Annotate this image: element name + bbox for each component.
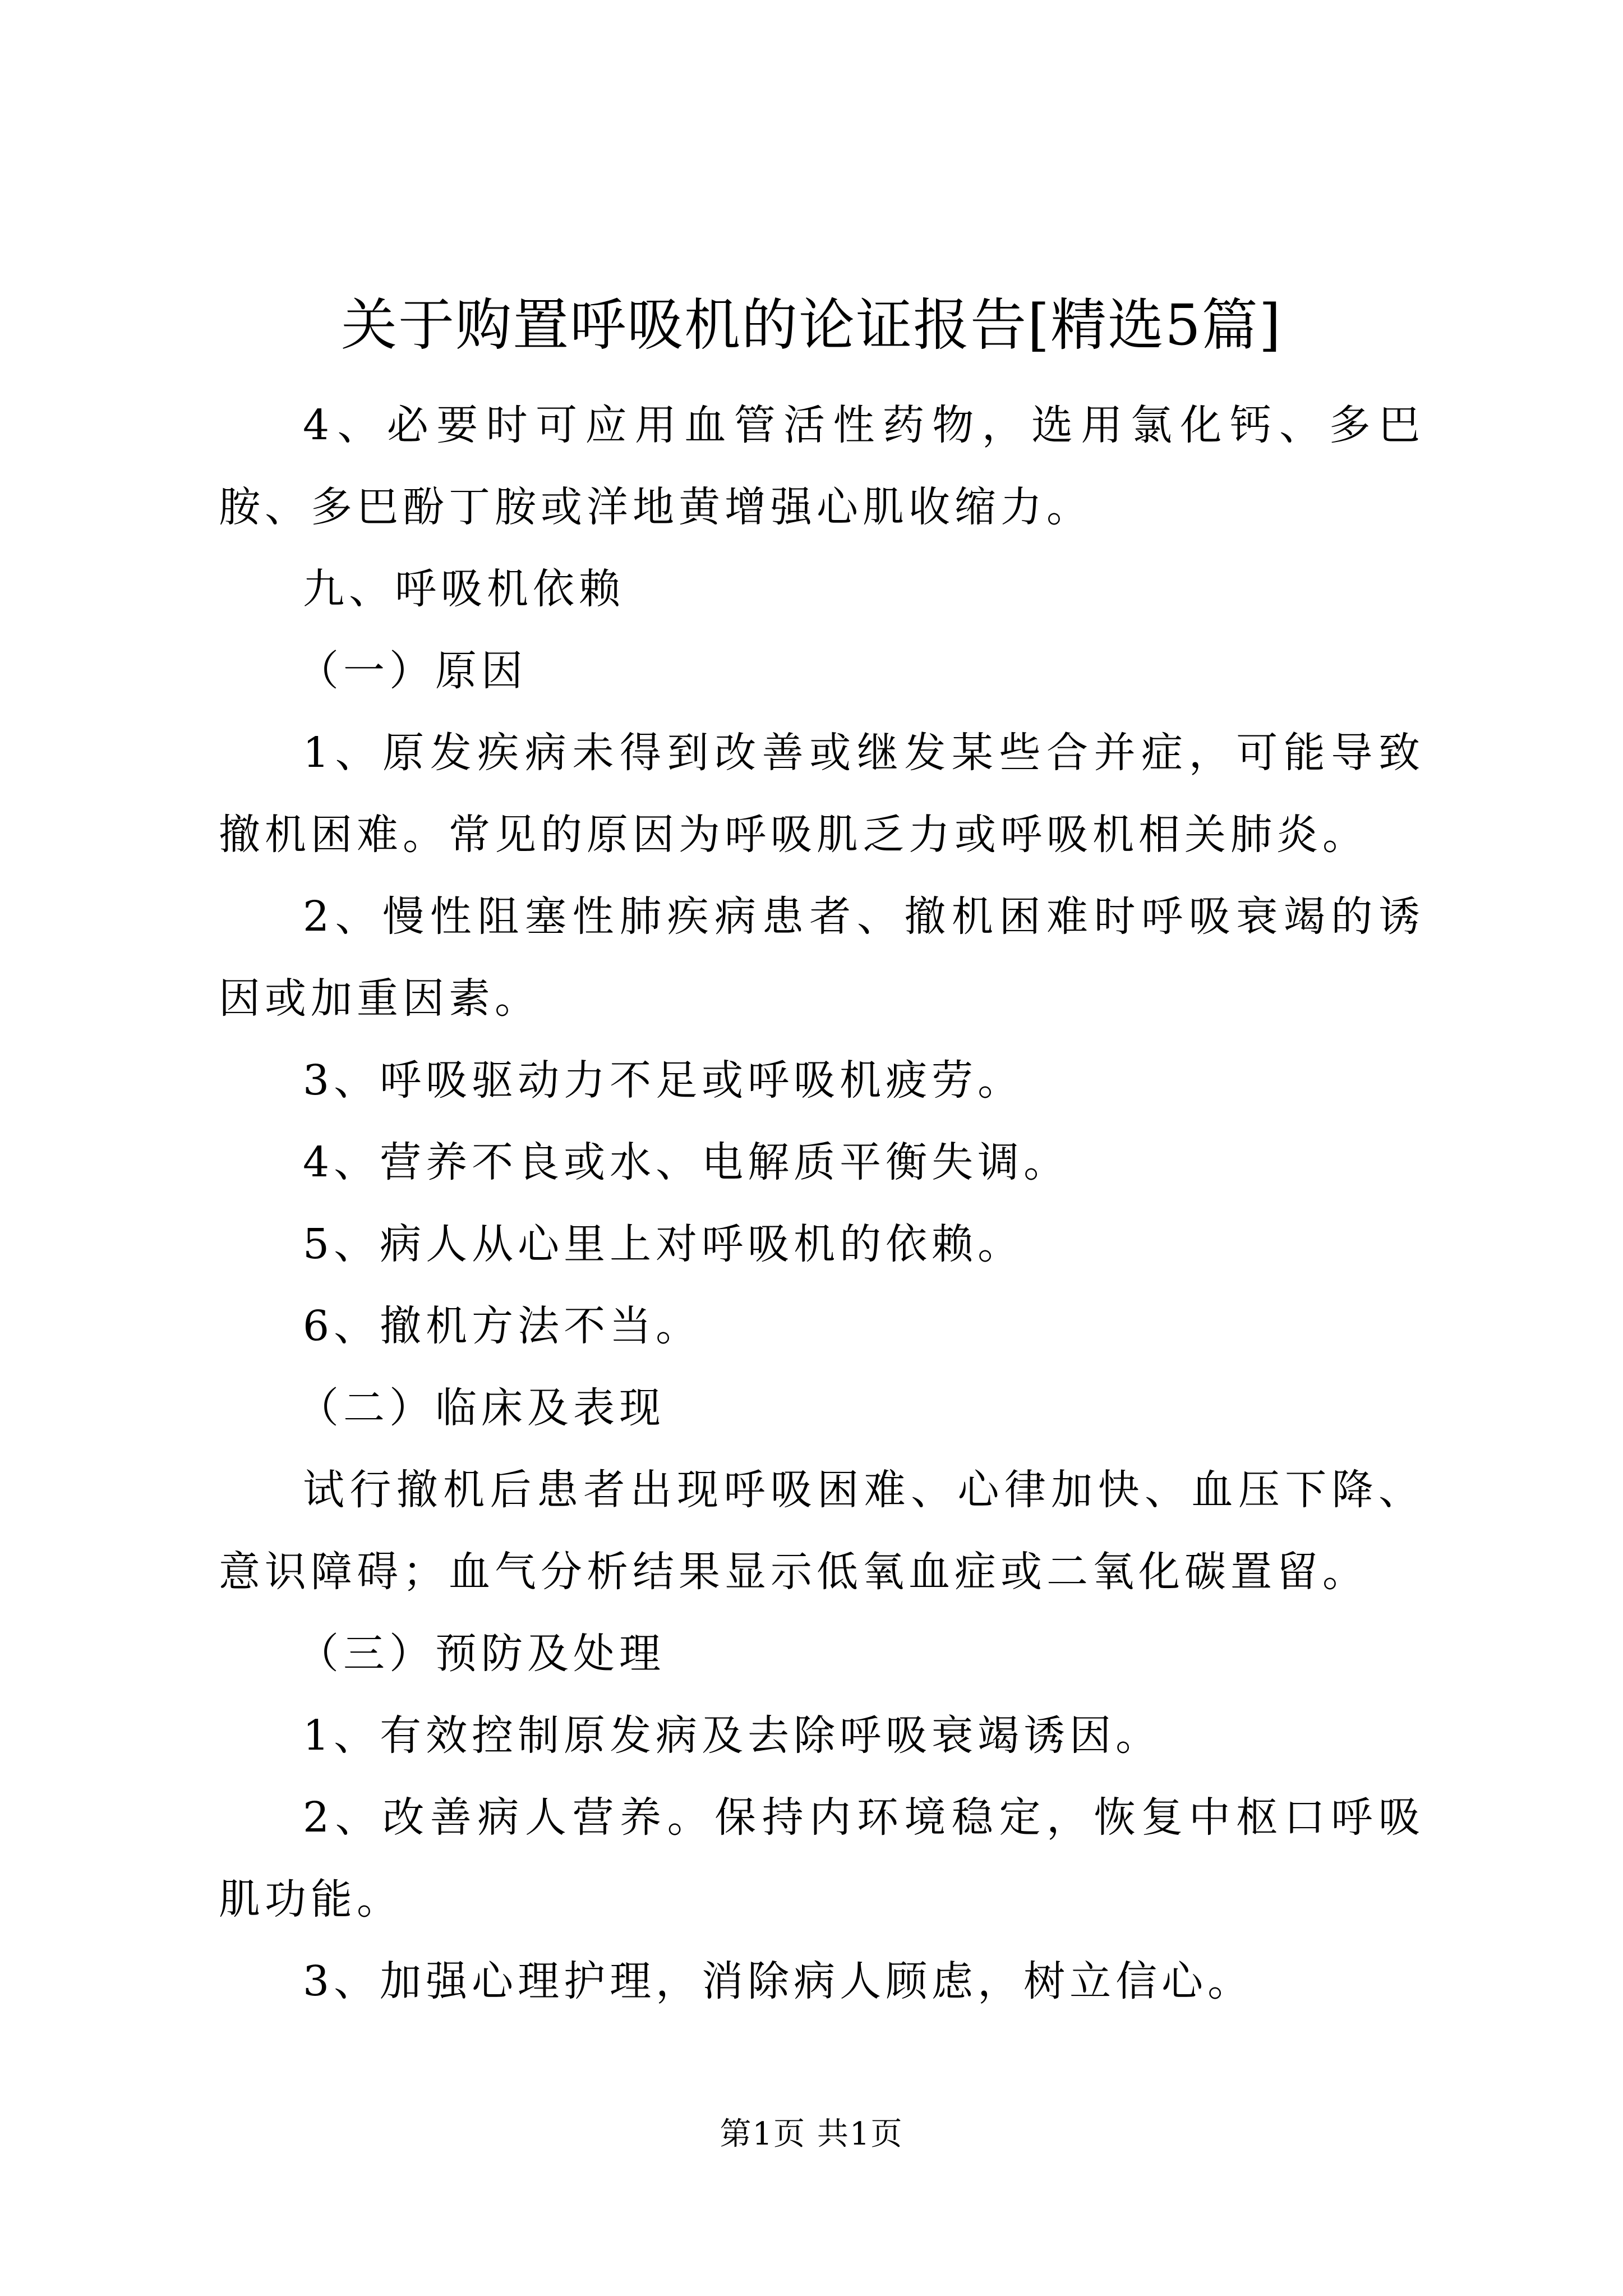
paragraph-prevention-2: 2、改善病人营养。保持内环境稳定，恢复中枢口呼吸肌功能。 bbox=[219, 1793, 1424, 1924]
paragraph-cause-3: 3、呼吸驱动力不足或呼吸机疲劳。 bbox=[303, 1056, 1024, 1105]
paragraph-clinical-description: 试行撤机后患者出现呼吸困难、心律加快、血压下降、意识障碍；血气分析结果显示低氧血症或二氧化碳置留。 bbox=[219, 1466, 1424, 1596]
subheading-clinical-manifestations: （二）临床及表现 bbox=[297, 1384, 665, 1432]
paragraph-cause-6: 6、撤机方法不当。 bbox=[303, 1302, 702, 1350]
section-heading-ventilator-dependence: 九、呼吸机依赖 bbox=[303, 565, 625, 613]
paragraph-cause-2: 2、慢性阻塞性肺疾病患者、撤机困难时呼吸衰竭的诱因或加重因素。 bbox=[219, 892, 1424, 1023]
paragraph-cause-4: 4、营养不良或水、电解质平衡失调。 bbox=[303, 1138, 1070, 1186]
subheading-causes: （一）原因 bbox=[297, 647, 527, 695]
paragraph-cause-1: 1、原发疾病未得到改善或继发某些合并症，可能导致撤机困难。常见的原因为呼吸肌乏力或呼吸机相关肺炎。 bbox=[219, 729, 1424, 859]
subheading-prevention-treatment: （三）预防及处理 bbox=[297, 1630, 665, 1678]
paragraph-prevention-1: 1、有效控制原发病及去除呼吸衰竭诱因。 bbox=[303, 1711, 1162, 1760]
paragraph-cause-5: 5、病人从心里上对呼吸机的依赖。 bbox=[303, 1220, 1024, 1268]
document-title: 关于购置呼吸机的论证报告[精选5篇] bbox=[341, 292, 1282, 358]
document-body bbox=[219, 384, 1424, 2022]
paragraph-4-vasoactive-drugs: 4、必要时可应用血管活性药物，选用氯化钙、多巴胺、多巴酚丁胺或洋地黄增强心肌收缩力。 bbox=[219, 401, 1424, 531]
page-footer: 第1页 共1页 bbox=[720, 2116, 903, 2152]
paragraph-prevention-3: 3、加强心理护理，消除病人顾虑，树立信心。 bbox=[303, 1957, 1254, 2005]
